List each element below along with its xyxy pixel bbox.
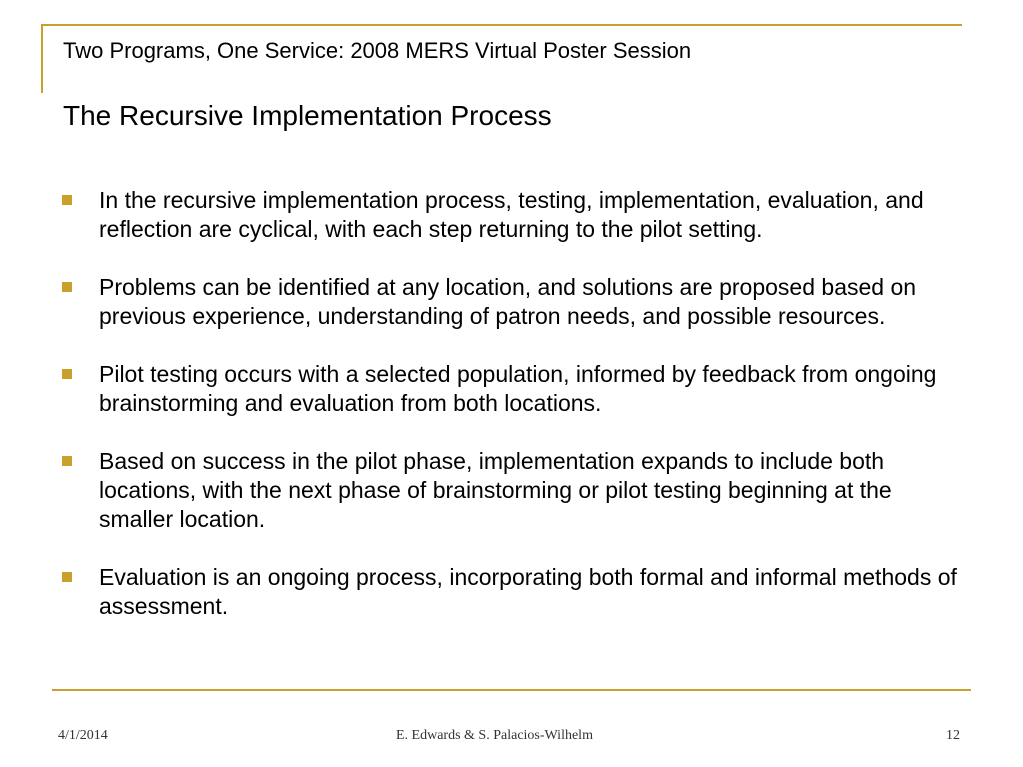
square-bullet-icon xyxy=(62,369,72,379)
bullet-list xyxy=(62,186,962,650)
square-bullet-icon xyxy=(62,282,72,292)
list-item: Problems can be identified at any location, and solutions are proposed based on previous experience, understanding of patron needs, and possible resources. xyxy=(62,273,962,331)
list-item: Evaluation is an ongoing process, incorporating both formal and informal methods of assessment. xyxy=(62,563,962,621)
square-bullet-icon xyxy=(62,572,72,582)
square-bullet-icon xyxy=(62,456,72,466)
footer-date: 4/1/2014 xyxy=(58,728,108,743)
top-divider xyxy=(42,24,962,26)
slide-title: The Recursive Implementation Process xyxy=(63,100,552,131)
list-item: Based on success in the pilot phase, implementation expands to include both locations, with the next phase of brainstorming or pilot testing beginning at the smaller location. xyxy=(62,447,962,534)
slide-header: Two Programs, One Service: 2008 MERS Virtual Poster Session xyxy=(63,38,692,63)
page-number: 12 xyxy=(946,728,960,743)
left-divider xyxy=(41,24,43,93)
square-bullet-icon xyxy=(62,195,72,205)
list-item: Pilot testing occurs with a selected population, informed by feedback from ongoing brainstorming and evaluation from both locations. xyxy=(62,360,962,418)
bottom-divider xyxy=(52,689,971,691)
list-item: In the recursive implementation process, testing, implementation, evaluation, and reflection are cyclical, with each step returning to the pilot setting. xyxy=(62,186,962,244)
footer-authors: E. Edwards & S. Palacios-Wilhelm xyxy=(396,728,593,743)
